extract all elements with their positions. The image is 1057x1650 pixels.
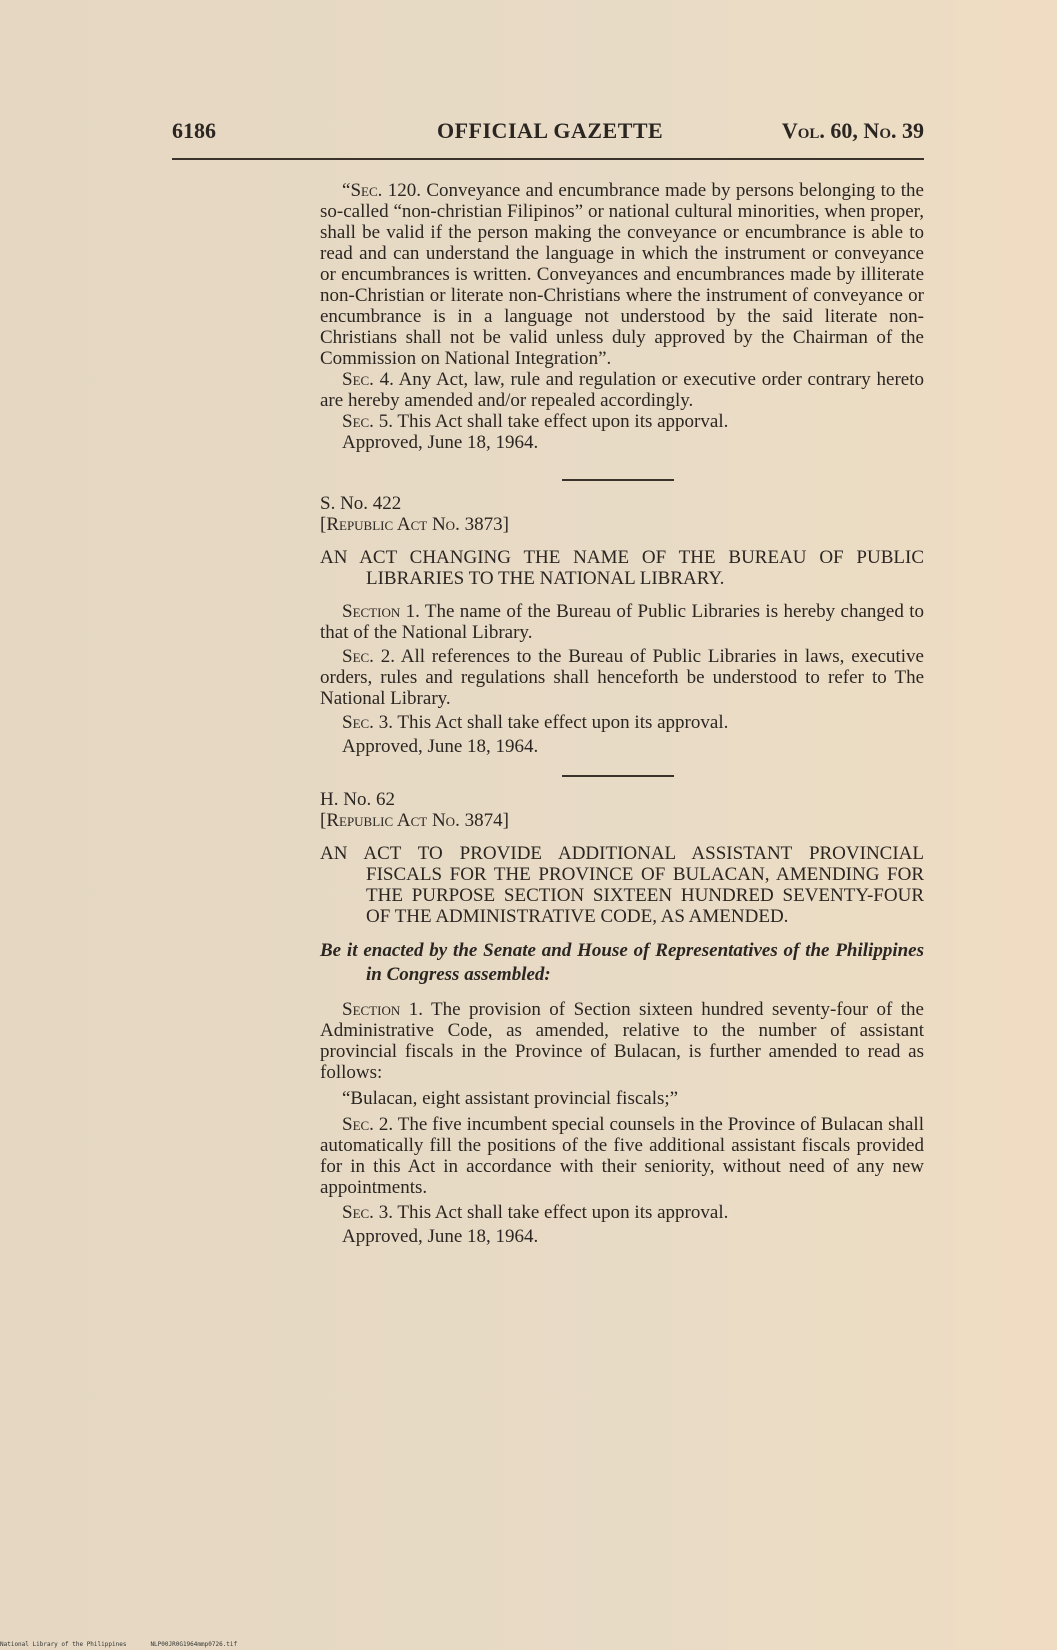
volume-number: Vol. 60, No. 39 <box>781 118 924 143</box>
section-2-paragraph <box>320 646 924 709</box>
section-label: Section <box>342 601 401 622</box>
section-text: 1. The provision of Section sixteen hundred seventy-four of the Administrative Code, as amended, relative to the number of assistant provincial fiscals in the Province of Bulacan, is further amended to read as follows: <box>320 999 924 1083</box>
section-label: Sec. <box>342 411 374 432</box>
section-label: Sec. <box>350 180 383 201</box>
section-text: 3. This Act shall take effect upon its approval. <box>373 1202 729 1223</box>
amended-text-quote: “Bulacan, eight assistant provincial fiscals;” <box>342 1088 679 1109</box>
separator-rule <box>562 479 674 481</box>
sec5-paragraph <box>320 411 924 432</box>
section-text: 5. This Act shall take effect upon its apporval. <box>373 411 729 432</box>
section-text: 4. Any Act, law, rule and regulation or executive order contrary hereto are hereby amended and/or repealed accordingly. <box>320 369 924 411</box>
approval-date: Approved, June 18, 1964. <box>342 736 539 757</box>
section-1-paragraph <box>320 999 924 1083</box>
page-number: 6186 <box>172 118 216 143</box>
approval-date: Approved, June 18, 1964. <box>342 432 539 453</box>
section-label: Sec. <box>342 1202 374 1223</box>
republic-act-label: [Republic Act No. 3874] <box>320 810 509 831</box>
section-120-paragraph <box>320 180 924 369</box>
section-label: Sec. <box>342 646 374 667</box>
separator-rule <box>562 775 674 777</box>
header-rule <box>172 158 924 160</box>
enacting-clause: Be it enacted by the Senate and House of Representatives of the Philippines in Congress assembled: <box>320 940 924 985</box>
section-3-paragraph <box>320 712 924 733</box>
section-text: 2. The five incumbent special counsels in the Province of Bulacan shall automatically fill the positions of the five additional assistant fiscals provided for in this Act in accordance with their seniority, without need of any new appointments. <box>320 1114 924 1198</box>
page-content <box>320 180 924 1247</box>
sec4-paragraph <box>320 369 924 411</box>
section-label: Section <box>342 999 401 1020</box>
footer-file: NLP00JR0G1964mmp0726.tif <box>150 1641 238 1648</box>
republic-act-label: [Republic Act No. 3873] <box>320 514 509 535</box>
act-title: AN ACT TO PROVIDE ADDITIONAL ASSISTANT PROVINCIAL FISCALS FOR THE PROVINCE OF BULACAN, AMENDING FOR THE PURPOSE SECTION SIXTEEN HUNDRED SEVENTY-FOUR OF THE ADMINISTRATIVE CODE, AS AMENDED. <box>320 843 924 927</box>
section-1-paragraph <box>320 601 924 643</box>
section-text: 2. All references to the Bureau of Public Libraries in laws, executive orders, rules and regulations shall henceforth be understood to refer to The National Library. <box>320 646 924 709</box>
approval-date: Approved, June 18, 1964. <box>342 1226 539 1247</box>
footer-source: National Library of the Philippines <box>0 1641 127 1648</box>
quote-mark: “ <box>342 180 351 201</box>
section-label: Sec. <box>342 1114 374 1135</box>
section-text: 120. Conveyance and encumbrance made by persons belonging to the so-called “non-christian Filipinos” or national cultural minorities, when proper, shall be valid if the person making the conveyance or encumbrance is able to read and can understand the language in which the instrument or conveyance or encumbrances is written. Conveyances and encumbrances made by illiterate non-Christian or literate non-Christians where the instrument of conveyance or encumbrance is in a language not understood by the said literate non-Christians shall not be valid unless duly approved by the Chairman of the Commission on National Integration”. <box>320 180 924 369</box>
bill-number: H. No. 62 <box>320 789 395 810</box>
section-3-paragraph <box>320 1202 924 1223</box>
section-label: Sec. <box>342 712 374 733</box>
publication-title: OFFICIAL GAZETTE <box>437 118 664 143</box>
section-2-paragraph <box>320 1114 924 1198</box>
scan-footer <box>0 1641 237 1648</box>
bill-number: S. No. 422 <box>320 493 402 514</box>
act-title: AN ACT CHANGING THE NAME OF THE BUREAU OF PUBLIC LIBRARIES TO THE NATIONAL LIBRARY. <box>320 547 924 589</box>
section-text: 3. This Act shall take effect upon its approval. <box>373 712 729 733</box>
page-header <box>172 118 924 148</box>
section-text: 1. The name of the Bureau of Public Libraries is hereby changed to that of the National Library. <box>320 601 924 643</box>
section-label: Sec. <box>342 369 374 390</box>
